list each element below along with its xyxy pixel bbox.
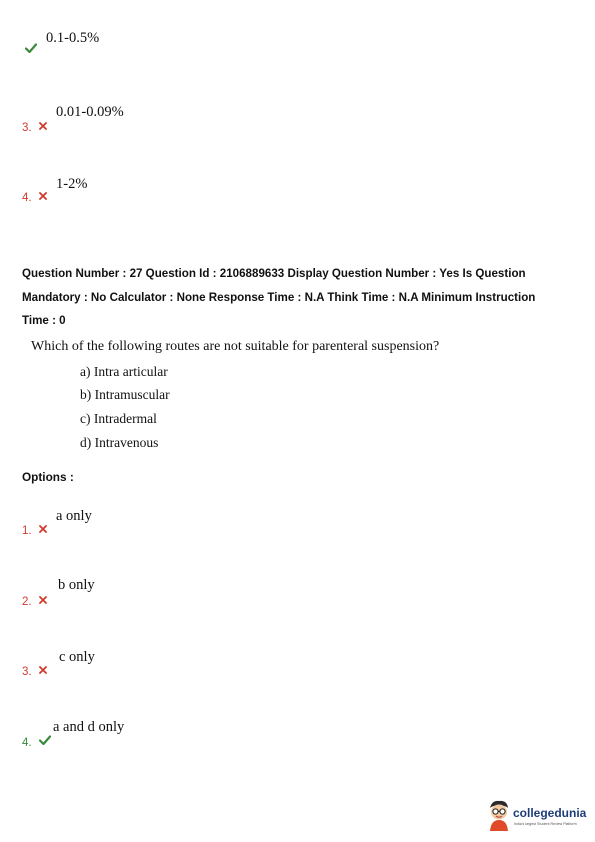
cross-icon xyxy=(39,661,47,679)
sub-item-b: b) Intramuscular xyxy=(80,387,170,402)
option-number: 4. xyxy=(22,192,32,204)
question-header-line: Question Number : 27 Question Id : 2106889633 Display Question Number : Yes Is Question xyxy=(22,267,526,280)
option-text: a and d only xyxy=(53,719,125,735)
options-label: Options : xyxy=(22,470,74,484)
prev-option-2 xyxy=(22,30,100,48)
question-header xyxy=(22,262,582,333)
sub-item-d: d) Intravenous xyxy=(80,435,159,450)
logo-name: collegedunia xyxy=(513,806,587,820)
prev-option-4 xyxy=(22,176,88,204)
prev-option-3 xyxy=(22,104,124,134)
cross-icon xyxy=(39,520,47,538)
option-text: 1-2% xyxy=(56,176,88,192)
option-text: a only xyxy=(56,508,92,524)
option-number: 2. xyxy=(22,596,32,608)
option-4 xyxy=(22,719,125,749)
collegedunia-logo xyxy=(487,799,591,833)
option-text: b only xyxy=(58,577,95,593)
check-icon xyxy=(25,40,37,58)
option-number: 3. xyxy=(22,666,32,678)
mascot-icon xyxy=(487,799,511,836)
question-header-line: Mandatory : No Calculator : None Response Time : N.A Think Time : N.A Minimum Instruction xyxy=(22,290,536,304)
option-text: 0.01-0.09% xyxy=(56,104,124,120)
option-number: 4. xyxy=(22,737,32,749)
question-header-line: Time : 0 xyxy=(22,314,66,327)
option-number: 3. xyxy=(22,122,32,134)
option-text: c only xyxy=(59,649,95,665)
option-text: 0.1-0.5% xyxy=(46,30,100,46)
sub-item-c: c) Intradermal xyxy=(80,411,157,426)
cross-icon xyxy=(39,187,47,205)
cross-icon xyxy=(39,117,47,135)
cross-icon xyxy=(39,591,47,609)
option-2 xyxy=(22,577,95,608)
option-3 xyxy=(22,649,95,678)
question-text: Which of the following routes are not suitable for parenteral suspension? xyxy=(31,339,440,354)
option-number: 1. xyxy=(22,525,32,537)
sub-item-a: a) Intra articular xyxy=(80,364,168,379)
logo-tagline: India's largest Student Review Platform xyxy=(514,822,577,826)
check-icon xyxy=(39,732,51,750)
option-1 xyxy=(22,508,92,537)
